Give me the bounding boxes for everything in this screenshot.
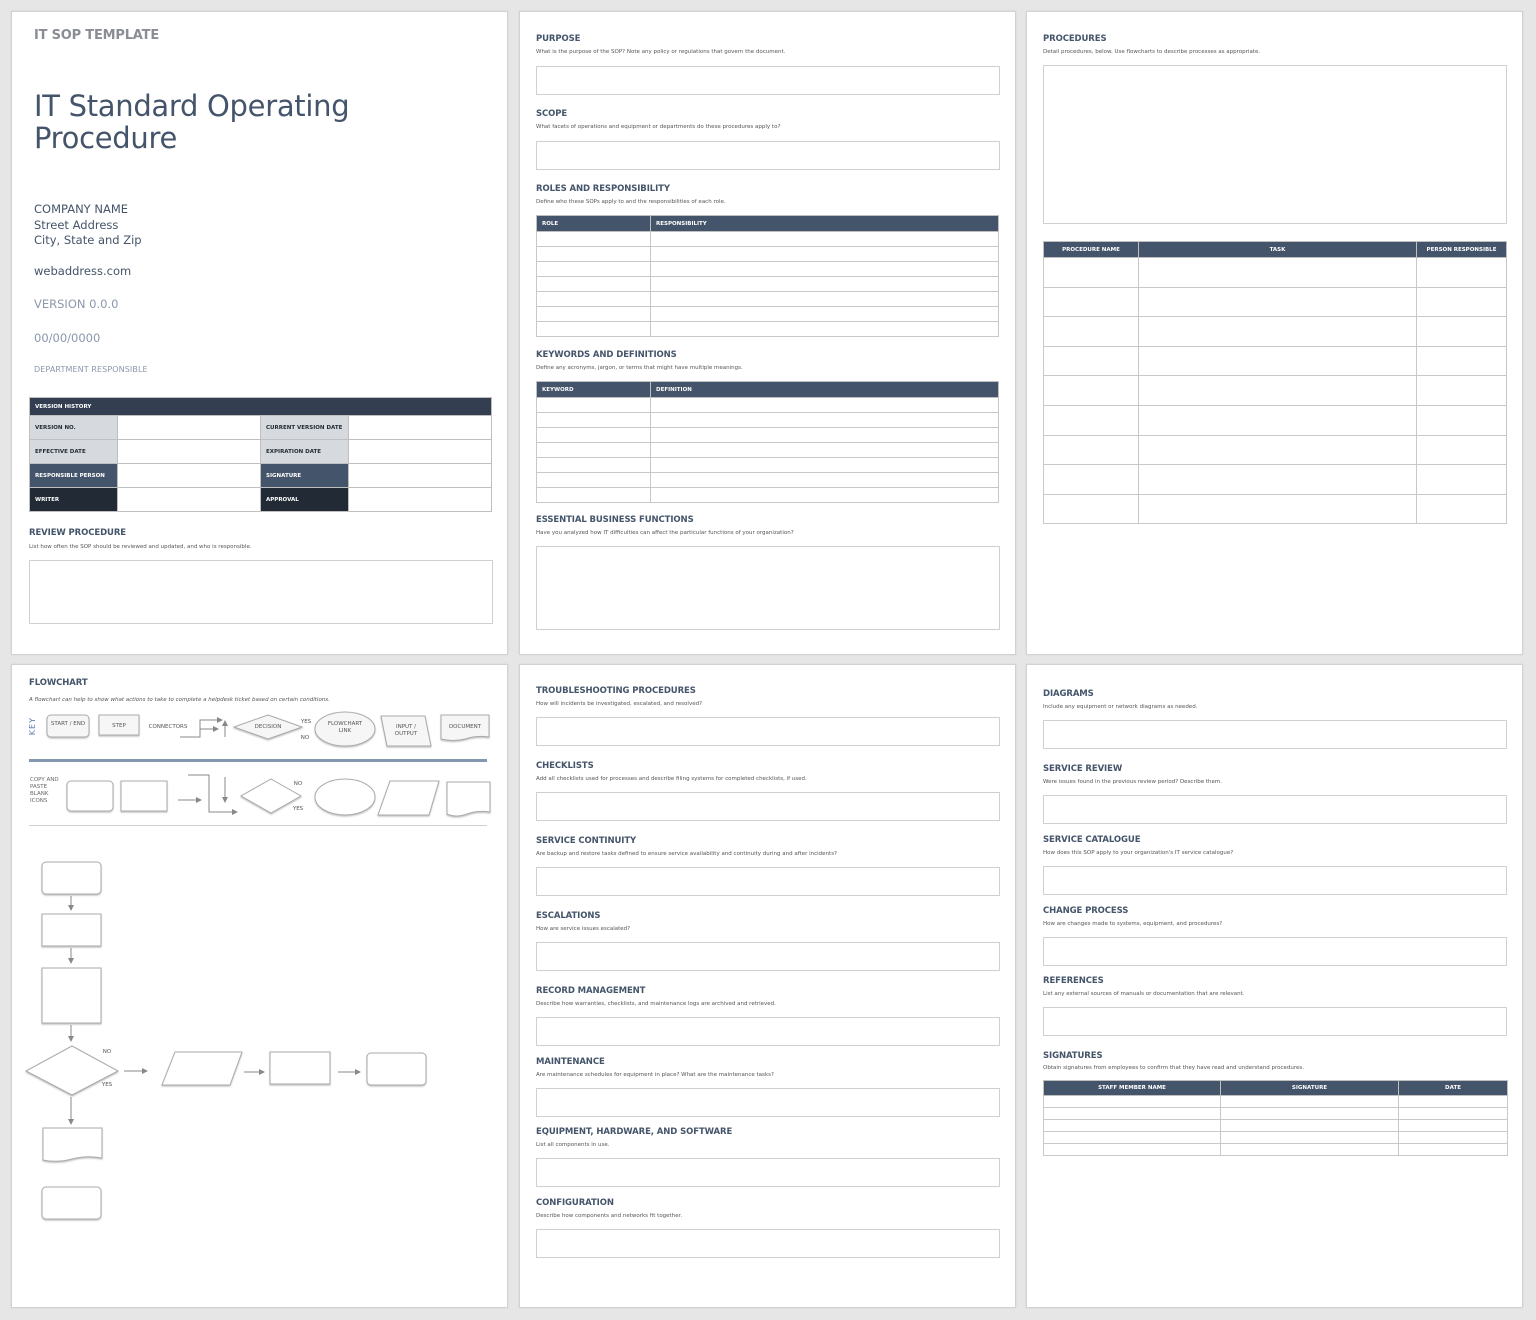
key-link-label: FLOWCHART LINK xyxy=(327,721,363,734)
table-row xyxy=(537,262,999,277)
table-row xyxy=(1044,287,1507,317)
blank-start-end-shape xyxy=(67,781,113,811)
flow-step-1-shape xyxy=(42,914,101,946)
table-row xyxy=(537,398,999,413)
signatures-cell[interactable] xyxy=(1399,1120,1508,1132)
procedures-cell[interactable] xyxy=(1139,435,1417,465)
change-process-title: CHANGE PROCESS xyxy=(1043,906,1129,916)
blank-yes-label: YES xyxy=(292,806,304,812)
signature-field[interactable] xyxy=(349,464,492,488)
key-yes-label: YES xyxy=(300,719,312,725)
version-no-label: VERSION NO. xyxy=(30,416,118,440)
scope-field[interactable] xyxy=(536,141,1000,170)
keywords-desc: Define any acronyms, jargon, or terms that might have multiple meanings. xyxy=(536,365,743,371)
key-no-label: NO xyxy=(300,735,310,741)
flow-step-2-shape xyxy=(42,968,101,1023)
table-row xyxy=(537,247,999,262)
procedures-desc: Detail procedures, below. Use flowcharts to describe processes as appropriate. xyxy=(1043,49,1261,55)
troubleshooting-procedures-field[interactable] xyxy=(536,717,1000,746)
table-row xyxy=(1044,1108,1508,1120)
flowchart-desc: A flowchart can help to show what actions to take to complete a helpdesk ticket based on certain conditions. xyxy=(29,697,330,703)
roles-cell[interactable] xyxy=(651,232,999,247)
procedures-cell[interactable] xyxy=(1139,465,1417,495)
document-date[interactable]: 00/00/0000 xyxy=(34,331,101,345)
keywords-cell[interactable] xyxy=(651,458,999,473)
col-task: TASK xyxy=(1139,242,1417,258)
diagrams-title: DIAGRAMS xyxy=(1043,689,1094,699)
purpose-title: PURPOSE xyxy=(536,34,581,44)
procedures-cell[interactable] xyxy=(1139,317,1417,347)
decision-yes-label: YES xyxy=(101,1082,113,1088)
diagrams-desc: Include any equipment or network diagrams as needed. xyxy=(1043,704,1198,710)
table-row xyxy=(1044,1120,1508,1132)
keywords-cell[interactable] xyxy=(537,458,651,473)
table-row xyxy=(1044,1132,1508,1144)
procedures-cell[interactable] xyxy=(1044,494,1139,524)
signatures-cell[interactable] xyxy=(1044,1096,1221,1108)
table-row xyxy=(1044,435,1507,465)
signatures-table xyxy=(1043,1080,1508,1156)
checklists-field[interactable] xyxy=(536,792,1000,821)
service-continuity-field[interactable] xyxy=(536,867,1000,896)
company-block xyxy=(34,202,142,249)
table-row xyxy=(30,464,492,488)
responsible-person-label: RESPONSIBLE PERSON xyxy=(30,464,118,488)
blank-no-label: NO xyxy=(293,781,303,787)
roles-cell[interactable] xyxy=(537,232,651,247)
keywords-cell[interactable] xyxy=(537,443,651,458)
signatures-cell[interactable] xyxy=(1221,1096,1399,1108)
troubleshooting-procedures-desc: How will incidents be investigated, escalated, and resolved? xyxy=(536,701,702,707)
flow-io-shape xyxy=(162,1052,242,1085)
table-row xyxy=(1044,376,1507,406)
table-row xyxy=(1044,317,1507,347)
key-divider xyxy=(29,759,487,762)
flow-end-shape xyxy=(367,1053,426,1085)
signatures-cell[interactable] xyxy=(1221,1144,1399,1156)
blank-io-shape xyxy=(378,781,439,815)
diagrams-field[interactable] xyxy=(1043,720,1507,749)
version-number[interactable]: VERSION 0.0.0 xyxy=(34,297,119,311)
procedures-cell[interactable] xyxy=(1417,435,1507,465)
blank-step-shape xyxy=(121,781,167,811)
version-history-table xyxy=(29,397,492,512)
template-label: IT SOP TEMPLATE xyxy=(34,28,159,43)
procedures-cell[interactable] xyxy=(1139,258,1417,288)
roles-title: ROLES AND RESPONSIBILITY xyxy=(536,184,670,194)
col-responsibility: RESPONSIBILITY xyxy=(651,216,999,232)
key-decision-label: DECISION xyxy=(254,724,282,730)
roles-cell[interactable] xyxy=(651,277,999,292)
procedures-cell[interactable] xyxy=(1417,317,1507,347)
table-row xyxy=(30,488,492,512)
roles-cell[interactable] xyxy=(651,262,999,277)
purpose-desc: What is the purpose of the SOP? Note any policy or regulations that govern the document. xyxy=(536,49,786,55)
table-row xyxy=(537,232,999,247)
writer-field[interactable] xyxy=(118,488,261,512)
signatures-cell[interactable] xyxy=(1399,1096,1508,1108)
roles-cell[interactable] xyxy=(651,322,999,337)
escalations-field[interactable] xyxy=(536,942,1000,971)
procedures-cell[interactable] xyxy=(1139,494,1417,524)
roles-cell[interactable] xyxy=(537,292,651,307)
record-management-desc: Describe how warranties, checklists, and maintenance logs are archived and retrieved. xyxy=(536,1001,776,1007)
procedures-title: PROCEDURES xyxy=(1043,34,1107,44)
procedures-cell[interactable] xyxy=(1417,346,1507,376)
col-role: ROLE xyxy=(537,216,651,232)
effective-date-label: EFFECTIVE DATE xyxy=(30,440,118,464)
col-staff-member-name: STAFF MEMBER NAME xyxy=(1044,1081,1221,1096)
table-row xyxy=(537,458,999,473)
service-continuity-title: SERVICE CONTINUITY xyxy=(536,836,637,846)
flow-start-shape xyxy=(42,862,101,894)
procedures-cell[interactable] xyxy=(1139,287,1417,317)
page-purpose-scope xyxy=(519,11,1016,655)
table-row xyxy=(537,292,999,307)
page-procedures xyxy=(1026,11,1523,655)
roles-desc: Define who these SOPs apply to and the responsibilities of each role. xyxy=(536,199,726,205)
keywords-cell[interactable] xyxy=(651,473,999,488)
procedures-cell[interactable] xyxy=(1417,494,1507,524)
procedures-cell[interactable] xyxy=(1417,465,1507,495)
procedures-cell[interactable] xyxy=(1044,435,1139,465)
procedures-cell[interactable] xyxy=(1044,376,1139,406)
record-management-title: RECORD MANAGEMENT xyxy=(536,986,646,996)
table-row xyxy=(1044,1144,1508,1156)
procedures-cell[interactable] xyxy=(1044,405,1139,435)
references-field[interactable] xyxy=(1043,1007,1507,1036)
roles-cell[interactable] xyxy=(537,247,651,262)
keywords-cell[interactable] xyxy=(651,398,999,413)
maintenance-desc: Are maintenance schedules for equipment in place? What are the maintenance tasks? xyxy=(536,1072,774,1078)
table-row xyxy=(1044,405,1507,435)
street-address[interactable]: Street Address xyxy=(34,217,119,232)
department-responsible[interactable]: DEPARTMENT RESPONSIBLE xyxy=(34,365,148,374)
equipment-hardware-and-software-title: EQUIPMENT, HARDWARE, AND SOFTWARE xyxy=(536,1127,733,1137)
escalations-title: ESCALATIONS xyxy=(536,911,601,921)
signatures-cell[interactable] xyxy=(1044,1108,1221,1120)
keywords-cell[interactable] xyxy=(537,413,651,428)
version-no-field[interactable] xyxy=(118,416,261,440)
table-row xyxy=(30,416,492,440)
troubleshooting-procedures-title: TROUBLESHOOTING PROCEDURES xyxy=(536,686,696,696)
procedures-cell[interactable] xyxy=(1139,346,1417,376)
signatures-cell[interactable] xyxy=(1221,1120,1399,1132)
roles-cell[interactable] xyxy=(651,247,999,262)
signatures-cell[interactable] xyxy=(1044,1144,1221,1156)
scope-title: SCOPE xyxy=(536,109,568,119)
version-history-header: VERSION HISTORY xyxy=(30,398,492,416)
col-definition: DEFINITION xyxy=(651,382,999,398)
flow-step-3-shape xyxy=(270,1052,330,1084)
key-document-label: DOCUMENT xyxy=(448,724,482,730)
keywords-cell[interactable] xyxy=(537,488,651,503)
configuration-desc: Describe how components and networks fit together. xyxy=(536,1213,683,1219)
table-row xyxy=(1044,346,1507,376)
service-catalogue-title: SERVICE CATALOGUE xyxy=(1043,835,1141,845)
keywords-cell[interactable] xyxy=(651,443,999,458)
table-row xyxy=(537,428,999,443)
table-row xyxy=(1044,1096,1508,1108)
service-review-desc: Were issues found in the previous review period? Describe them. xyxy=(1043,779,1223,785)
blank-document-shape xyxy=(447,782,490,816)
page-cover xyxy=(11,11,508,655)
table-row xyxy=(537,307,999,322)
col-date: DATE xyxy=(1399,1081,1508,1096)
procedures-cell[interactable] xyxy=(1417,405,1507,435)
equipment-hardware-and-software-field[interactable] xyxy=(536,1158,1000,1187)
procedures-cell[interactable] xyxy=(1044,317,1139,347)
col-procedure-name: PROCEDURE NAME xyxy=(1044,242,1139,258)
procedures-cell[interactable] xyxy=(1044,287,1139,317)
expiration-date-field[interactable] xyxy=(349,440,492,464)
keywords-cell[interactable] xyxy=(651,488,999,503)
roles-table xyxy=(536,215,999,337)
col-keyword: KEYWORD xyxy=(537,382,651,398)
expiration-date-label: EXPIRATION DATE xyxy=(261,440,349,464)
keywords-cell[interactable] xyxy=(537,428,651,443)
table-row xyxy=(537,413,999,428)
maintenance-title: MAINTENANCE xyxy=(536,1057,605,1067)
keywords-cell[interactable] xyxy=(537,398,651,413)
copy-blank-icons-label: COPY AND PASTE BLANK ICONS xyxy=(30,777,59,804)
effective-date-field[interactable] xyxy=(118,440,261,464)
essential-field[interactable] xyxy=(536,546,1000,630)
signatures-cell[interactable] xyxy=(1044,1120,1221,1132)
responsible-person-field[interactable] xyxy=(118,464,261,488)
signatures-title: SIGNATURES xyxy=(1043,1051,1103,1061)
key-label: KEY xyxy=(28,717,37,736)
blank-link-shape xyxy=(315,779,375,815)
procedures-table xyxy=(1043,241,1507,524)
change-process-field[interactable] xyxy=(1043,937,1507,966)
writer-label: WRITER xyxy=(30,488,118,512)
configuration-field[interactable] xyxy=(536,1229,1000,1258)
table-row xyxy=(537,277,999,292)
roles-cell[interactable] xyxy=(651,307,999,322)
keywords-cell[interactable] xyxy=(651,413,999,428)
col-signature: SIGNATURE xyxy=(1221,1081,1399,1096)
escalations-desc: How are service issues escalated? xyxy=(536,926,631,932)
flow-document-shape xyxy=(43,1128,102,1161)
approval-field[interactable] xyxy=(349,488,492,512)
keywords-cell[interactable] xyxy=(651,428,999,443)
service-catalogue-field[interactable] xyxy=(1043,866,1507,895)
equipment-hardware-and-software-desc: List all components in use. xyxy=(536,1142,610,1148)
decision-no-label: NO xyxy=(102,1049,112,1055)
roles-cell[interactable] xyxy=(537,307,651,322)
purpose-field[interactable] xyxy=(536,66,1000,95)
page-review xyxy=(1026,664,1523,1308)
col-person-responsible: PERSON RESPONSIBLE xyxy=(1417,242,1507,258)
table-row xyxy=(537,322,999,337)
signatures-cell[interactable] xyxy=(1399,1144,1508,1156)
signatures-desc: Obtain signatures from employees to confirm that they have read and understand procedures. xyxy=(1043,1065,1304,1071)
service-continuity-desc: Are backup and restore tasks defined to ensure service availability and continuity during and after incidents? xyxy=(536,851,837,857)
signatures-cell[interactable] xyxy=(1044,1132,1221,1144)
review-procedure-title: REVIEW PROCEDURE xyxy=(29,528,126,538)
roles-cell[interactable] xyxy=(651,292,999,307)
procedures-cell[interactable] xyxy=(1044,346,1139,376)
web-address[interactable]: webaddress.com xyxy=(34,264,132,278)
key-connectors-label: CONNECTORS xyxy=(148,724,188,730)
key-io-label: INPUT / OUTPUT xyxy=(394,724,418,737)
maintenance-field[interactable] xyxy=(536,1088,1000,1117)
procedures-cell[interactable] xyxy=(1417,287,1507,317)
procedures-field[interactable] xyxy=(1043,65,1507,224)
checklists-desc: Add all checklists used for processes and describe filing systems for completed checklists, if used. xyxy=(536,776,807,782)
table-row xyxy=(1044,494,1507,524)
signatures-cell[interactable] xyxy=(1221,1108,1399,1120)
procedures-cell[interactable] xyxy=(1044,258,1139,288)
review-procedure-desc: List how often the SOP should be reviewed and updated, and who is responsible. xyxy=(29,544,252,550)
checklists-title: CHECKLISTS xyxy=(536,761,594,771)
table-row xyxy=(537,473,999,488)
city-state-zip[interactable]: City, State and Zip xyxy=(34,233,142,247)
signatures-cell[interactable] xyxy=(1221,1132,1399,1144)
keywords-title: KEYWORDS AND DEFINITIONS xyxy=(536,350,677,360)
change-process-desc: How are changes made to systems, equipment, and procedures? xyxy=(1043,921,1223,927)
essential-title: ESSENTIAL BUSINESS FUNCTIONS xyxy=(536,515,694,525)
keywords-cell[interactable] xyxy=(537,473,651,488)
key-start-end-label: START / END xyxy=(50,721,86,727)
company-name[interactable]: COMPANY NAME xyxy=(34,202,129,216)
procedures-cell[interactable] xyxy=(1044,465,1139,495)
copy-divider xyxy=(29,825,487,826)
service-catalogue-desc: How does this SOP apply to your organization's IT service catalogue? xyxy=(1043,850,1234,856)
procedures-cell[interactable] xyxy=(1417,258,1507,288)
scope-desc: What facets of operations and equipment or departments do these procedures apply to? xyxy=(536,124,781,130)
references-desc: List any external sources of manuals or documentation that are relevant. xyxy=(1043,991,1245,997)
table-row xyxy=(537,443,999,458)
procedures-cell[interactable] xyxy=(1139,405,1417,435)
flow-terminal-shape xyxy=(42,1187,101,1219)
roles-cell[interactable] xyxy=(537,277,651,292)
signatures-cell[interactable] xyxy=(1399,1132,1508,1144)
signatures-cell[interactable] xyxy=(1399,1108,1508,1120)
roles-cell[interactable] xyxy=(537,322,651,337)
page-operations xyxy=(519,664,1016,1308)
flowchart-title: FLOWCHART xyxy=(29,678,88,688)
review-procedure-field[interactable] xyxy=(29,560,493,624)
roles-cell[interactable] xyxy=(537,262,651,277)
table-row xyxy=(537,488,999,503)
table-row xyxy=(30,440,492,464)
table-row xyxy=(1044,465,1507,495)
procedures-cell[interactable] xyxy=(1139,376,1417,406)
current-version-date-field[interactable] xyxy=(349,416,492,440)
references-title: REFERENCES xyxy=(1043,976,1104,986)
approval-label: APPROVAL xyxy=(261,488,349,512)
configuration-title: CONFIGURATION xyxy=(536,1198,614,1208)
signature-label: SIGNATURE xyxy=(261,464,349,488)
document-title: IT Standard Operating Procedure xyxy=(34,89,350,155)
current-version-date-label: CURRENT VERSION DATE xyxy=(261,416,349,440)
keywords-table xyxy=(536,381,999,503)
service-review-field[interactable] xyxy=(1043,795,1507,824)
key-step-label: STEP xyxy=(112,723,126,729)
procedures-cell[interactable] xyxy=(1417,376,1507,406)
essential-desc: Have you analyzed how IT difficulties can affect the particular functions of your organization? xyxy=(536,530,794,536)
table-row xyxy=(1044,258,1507,288)
service-review-title: SERVICE REVIEW xyxy=(1043,764,1123,774)
page-flowchart xyxy=(11,664,508,1308)
record-management-field[interactable] xyxy=(536,1017,1000,1046)
